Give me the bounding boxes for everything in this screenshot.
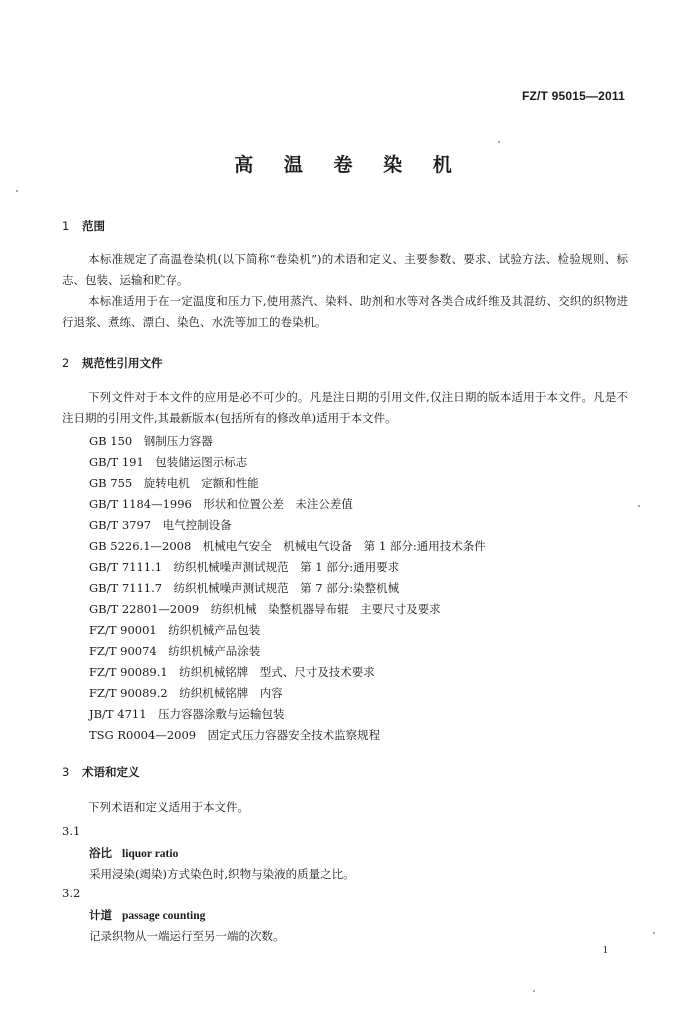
reference-item: FZ/T 90074 纺织机械产品涂装: [89, 644, 261, 658]
term-definition: 采用浸染(竭染)方式染色时,织物与染液的质量之比。: [89, 867, 355, 881]
scope-paragraph-1: 本标准规定了高温卷染机(以下简称“卷染机”)的术语和定义、主要参数、要求、试验方法、检验规则、标志、包装、运输和贮存。: [62, 252, 628, 287]
scan-speck: [498, 141, 500, 143]
reference-item: GB/T 3797 电气控制设备: [89, 518, 232, 532]
section-number: 1: [62, 219, 70, 233]
term-name-en: liquor ratio: [122, 848, 179, 860]
term-name-zh: 计道: [89, 908, 112, 922]
standard-code: FZ/T 95015—2011: [521, 89, 625, 103]
term-number: 3.2: [62, 886, 81, 900]
reference-item: GB/T 7111.1 纺织机械噪声测试规范 第 1 部分:通用要求: [89, 560, 400, 574]
scope-paragraph-2: 本标准适用于在一定温度和压力下,使用蒸汽、染料、助剂和水等对各类合成纤维及其混纺、交织的织物进行退浆、煮练、漂白、染色、水洗等加工的卷染机。: [62, 294, 628, 329]
section-heading-normative-refs: [62, 355, 163, 371]
section-title: 术语和定义: [82, 765, 140, 779]
reference-item: GB/T 7111.7 纺织机械噪声测试规范 第 7 部分:染整机械: [89, 581, 400, 595]
reference-item: FZ/T 90001 纺织机械产品包装: [89, 623, 261, 637]
reference-item: GB/T 1184—1996 形状和位置公差 未注公差值: [89, 497, 353, 511]
term-name: [89, 907, 205, 923]
term-name-en: passage counting: [122, 910, 206, 922]
reference-item: GB 150 钢制压力容器: [89, 434, 213, 448]
normative-refs-intro: 下列文件对于本文件的应用是必不可少的。凡是注日期的引用文件,仅注日期的版本适用于本文件。凡是不注日期的引用文件,其最新版本(包括所有的修改单)适用于本文件。: [62, 390, 628, 425]
term-number: 3.1: [62, 824, 81, 838]
section-heading-scope: [62, 218, 105, 234]
section-heading-terms: [62, 764, 140, 780]
reference-item: GB/T 22801—2009 纺织机械 染整机器导布辊 主要尺寸及要求: [89, 602, 441, 616]
reference-item: GB 5226.1—2008 机械电气安全 机械电气设备 第 1 部分:通用技术条件: [89, 539, 486, 553]
scan-speck: [16, 190, 18, 192]
scan-speck: [533, 990, 535, 992]
section-number: 3: [62, 765, 70, 779]
terms-intro: 下列术语和定义适用于本文件。: [88, 800, 249, 814]
section-title: 范围: [82, 219, 105, 233]
term-name-zh: 浴比: [89, 846, 112, 860]
section-title: 规范性引用文件: [82, 356, 163, 370]
scan-speck: [638, 505, 640, 507]
term-name: [89, 845, 178, 861]
page-number: 1: [602, 944, 608, 956]
reference-item: FZ/T 90089.2 纺织机械铭牌 内容: [89, 686, 283, 700]
reference-item: FZ/T 90089.1 纺织机械铭牌 型式、尺寸及技术要求: [89, 665, 375, 679]
section-number: 2: [62, 356, 70, 370]
scan-speck: [653, 932, 655, 934]
term-definition: 记录织物从一端运行至另一端的次数。: [89, 929, 285, 943]
reference-item: GB 755 旋转电机 定额和性能: [89, 476, 259, 490]
reference-item: TSG R0004—2009 固定式压力容器安全技术监察规程: [89, 728, 381, 742]
reference-item: GB/T 191 包装储运图示标志: [89, 455, 248, 469]
page-title: 高 温 卷 染 机: [234, 154, 464, 176]
reference-item: JB/T 4711 压力容器涂敷与运输包装: [89, 707, 285, 721]
